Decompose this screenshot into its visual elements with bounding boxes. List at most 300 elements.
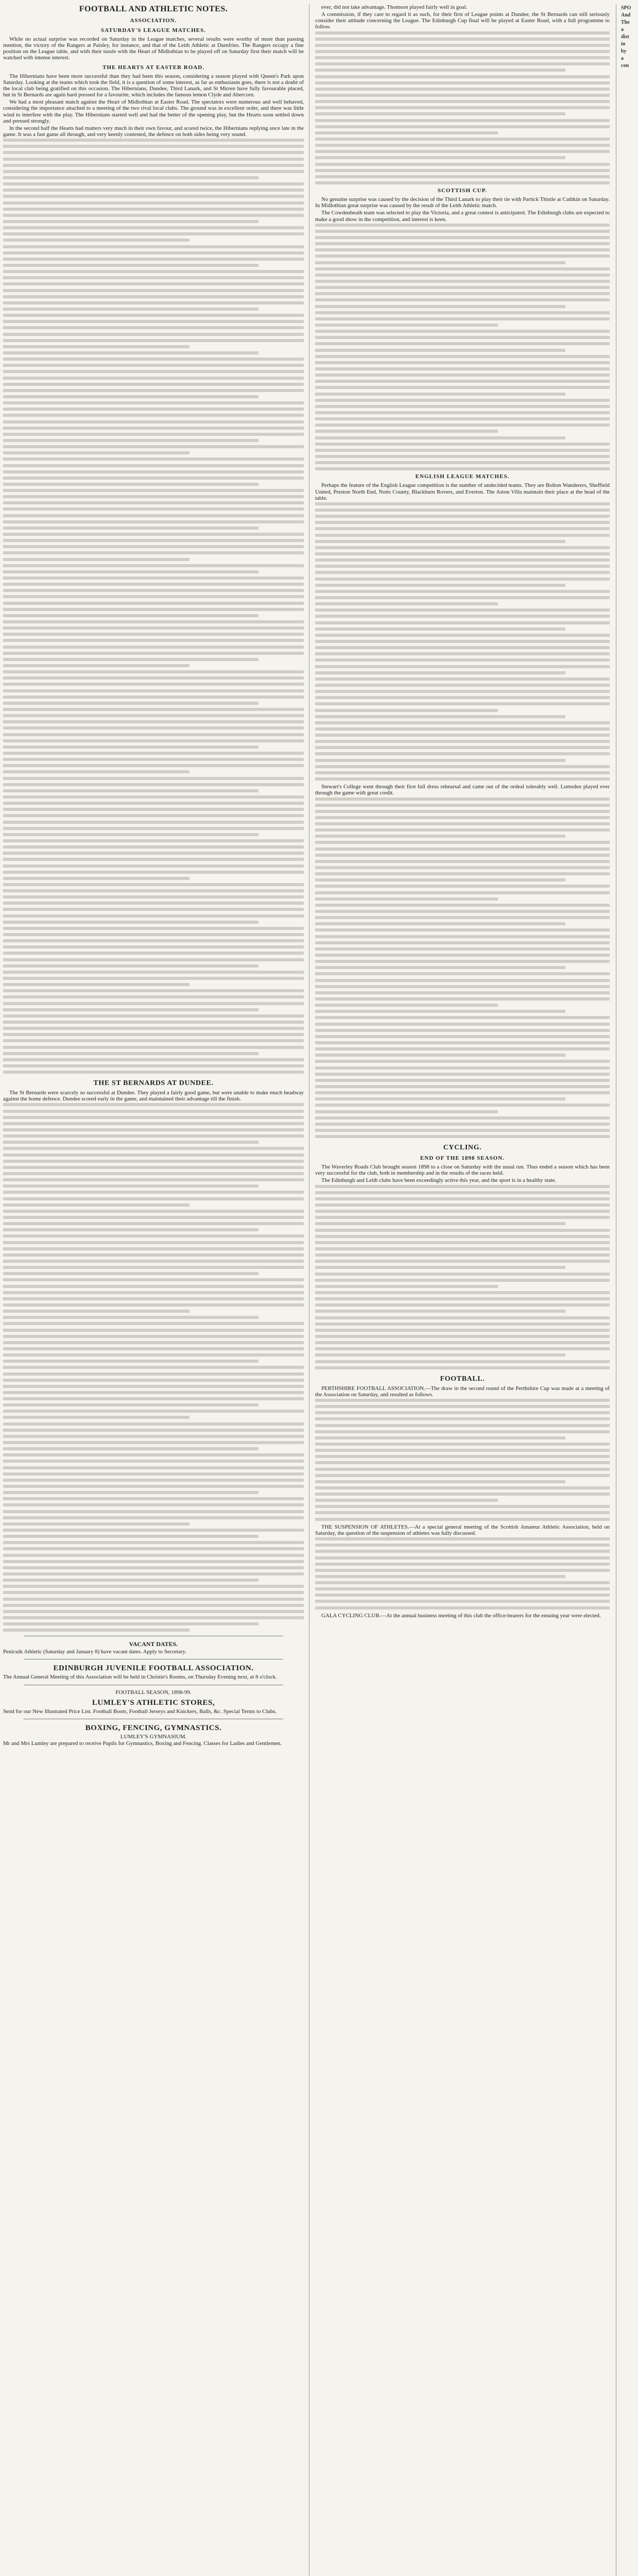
text-line	[3, 614, 258, 617]
text-line	[315, 891, 610, 894]
text-line	[3, 1410, 304, 1413]
text-line	[3, 232, 304, 235]
text-filler-block	[315, 31, 610, 184]
text-line	[315, 1461, 610, 1464]
text-line	[315, 138, 610, 141]
text-line	[3, 1027, 304, 1030]
text-line	[3, 1316, 258, 1319]
text-line	[315, 156, 565, 159]
text-line	[3, 1052, 258, 1055]
text-line	[3, 451, 189, 454]
text-line	[315, 1047, 610, 1050]
text-line	[3, 401, 304, 404]
cut-off-word: a	[621, 56, 624, 61]
text-line	[315, 330, 610, 333]
text-line	[3, 945, 304, 948]
text-line	[3, 289, 304, 292]
text-line	[3, 1554, 304, 1557]
text-line	[315, 169, 610, 172]
text-line	[315, 1235, 610, 1238]
advert-text: Send for our New Illustrated Price List. Football Boots, Football Jerseys and Knickers, Balls, &c. Special Terms to Clubs.	[3, 1708, 277, 1715]
text-line	[3, 1616, 304, 1619]
text-line	[3, 151, 304, 154]
text-line	[315, 634, 610, 637]
text-line	[3, 501, 304, 504]
text-line	[3, 952, 304, 955]
text-line	[315, 1260, 610, 1263]
text-line	[3, 1572, 304, 1575]
text-line	[3, 439, 258, 442]
text-line	[3, 314, 304, 317]
text-line	[315, 1493, 610, 1496]
text-line	[3, 1128, 304, 1131]
text-line	[3, 958, 304, 961]
text-line	[3, 589, 304, 592]
text-line	[3, 1166, 304, 1169]
cut-off-word: con	[621, 63, 629, 69]
text-line	[315, 621, 610, 624]
text-line	[315, 690, 610, 693]
text-line	[315, 1303, 610, 1307]
text-line	[315, 628, 565, 631]
article-paragraph: The Edinburgh and Leith clubs have been exceedingly active this year, and the sport is in a healthy state.	[321, 1177, 557, 1184]
cut-off-word: in	[621, 41, 626, 47]
text-line	[3, 1154, 304, 1157]
text-line	[3, 783, 304, 786]
text-line	[3, 833, 258, 836]
text-line	[315, 1563, 610, 1566]
text-line	[315, 1550, 610, 1553]
text-line	[315, 954, 610, 957]
text-line	[315, 436, 565, 439]
text-line	[3, 1629, 189, 1632]
text-line	[315, 280, 610, 283]
text-line	[3, 370, 304, 373]
text-line	[315, 527, 610, 530]
text-line	[3, 189, 304, 192]
text-line	[3, 139, 304, 142]
text-line	[315, 56, 610, 59]
text-line	[315, 1436, 565, 1439]
text-line	[315, 1129, 610, 1132]
text-line	[3, 1210, 304, 1213]
text-line	[315, 1594, 610, 1597]
text-line	[315, 1575, 565, 1578]
text-line	[3, 1435, 304, 1438]
text-line	[315, 860, 610, 863]
text-line	[315, 1222, 565, 1225]
text-line	[315, 947, 610, 951]
text-line	[3, 921, 258, 924]
text-line	[315, 1544, 610, 1547]
text-line	[315, 1054, 565, 1057]
right-column-fragment	[621, 4, 637, 2576]
text-line	[3, 1560, 304, 1563]
text-line	[3, 1033, 304, 1036]
text-line	[3, 1272, 258, 1275]
text-line	[3, 902, 304, 905]
text-line	[3, 1147, 304, 1150]
text-line	[315, 1353, 565, 1357]
advert-text: Penicuik Athletic (Saturday and January 8) have vacant dates. Apply to Secretary.	[3, 1649, 186, 1655]
text-line	[3, 889, 304, 892]
text-line	[315, 1097, 565, 1100]
text-line	[3, 208, 304, 211]
text-line	[3, 1610, 304, 1613]
text-line	[315, 721, 610, 724]
text-line	[315, 565, 610, 568]
text-line	[315, 1587, 610, 1590]
text-line	[315, 1360, 610, 1363]
text-line	[3, 251, 304, 255]
text-line	[315, 1091, 610, 1094]
article-paragraph: The St Bernards were scarcely so successful at Dundee. They played a fairly good game, but were unable to make much headway against the home defence. Dundee scored early in the game, and maintained their advantage till the finish.	[3, 1090, 304, 1103]
text-line	[315, 709, 498, 712]
text-line	[3, 427, 304, 430]
text-line	[315, 715, 565, 718]
text-line	[315, 1310, 565, 1313]
article-paragraph: A commission, if they care to regard it as such, for their first of League points at Dundee, the St Bernards can still seriously consider their attitude concerning the League. The Edinburgh Cup final will be played at Easter Road, with a full programme to follow.	[315, 11, 610, 30]
text-line	[315, 608, 610, 612]
text-line	[315, 509, 610, 512]
text-line	[3, 1204, 189, 1207]
text-line	[315, 1066, 610, 1070]
advert-text: The Annual General Meeting of this Association will be held in Christie's Rooms, on Thursday Evening next, at 8 o'clock.	[3, 1674, 277, 1681]
text-line	[315, 106, 610, 109]
text-line	[3, 420, 304, 423]
text-line	[315, 740, 610, 743]
text-line	[3, 752, 304, 755]
text-line	[3, 877, 189, 880]
advert-line: FOOTBALL SEASON, 1898-99.	[115, 1689, 192, 1696]
text-line	[3, 1604, 304, 1607]
text-filler-block	[315, 224, 610, 470]
text-line	[315, 150, 610, 153]
text-line	[315, 449, 610, 452]
text-line	[3, 577, 304, 580]
text-line	[3, 295, 304, 298]
advert-text: Mr and Mrs Lumley are prepared to receive Pupils for Gymnastics, Boxing and Fencing. Classes for Ladies and Gentlemen.	[3, 1740, 282, 1747]
text-line	[3, 977, 304, 980]
text-line	[3, 1197, 304, 1200]
text-line	[3, 520, 304, 523]
text-line	[315, 985, 610, 988]
text-line	[315, 1600, 610, 1603]
text-line	[315, 835, 565, 838]
text-line	[3, 270, 304, 273]
article-paragraph: THE SUSPENSION OF ATHLETES.—At a special general meeting of the Scottish Amateur Athletic Association, held on Saturday, the question of the suspension of athletes was fully discussed.	[315, 1523, 610, 1536]
text-line	[3, 764, 304, 767]
cycling-section-head: CYCLING.	[443, 1144, 482, 1152]
text-line	[315, 935, 610, 938]
text-line	[315, 702, 610, 705]
text-line	[315, 552, 610, 555]
text-line	[315, 355, 610, 358]
text-line	[3, 983, 189, 986]
text-line	[3, 1014, 304, 1018]
text-line	[315, 380, 610, 383]
text-line	[315, 546, 610, 549]
text-line	[3, 914, 304, 918]
text-line	[315, 286, 610, 289]
text-line	[3, 1228, 258, 1231]
text-line	[3, 670, 304, 673]
boxing-head: BOXING, FENCING, GYMNASTICS.	[85, 1723, 222, 1732]
middle-column	[315, 4, 610, 2576]
text-line	[3, 1178, 304, 1181]
text-line	[315, 69, 565, 72]
text-line	[315, 677, 610, 681]
text-line	[315, 734, 610, 737]
text-line	[315, 1253, 610, 1257]
text-line	[3, 1566, 304, 1569]
text-line	[3, 1485, 304, 1488]
text-line	[315, 267, 610, 270]
text-line	[315, 727, 610, 731]
text-line	[315, 443, 610, 446]
text-line	[3, 1397, 304, 1400]
text-line	[315, 798, 610, 801]
text-line	[315, 684, 610, 687]
text-line	[315, 1316, 610, 1319]
text-line	[315, 596, 610, 599]
cut-off-word: by	[621, 48, 627, 54]
article-paragraph: Perhaps the feature of the English League competition is the number of undecided teams. They are Bolton Wanderers, Sheffield United, Preston North End, Notts County, Blackburn Rovers, and Everton. The Aston Villa maintain their place at the head of the table.	[315, 482, 610, 501]
text-line	[3, 995, 304, 998]
text-line	[315, 615, 610, 618]
text-line	[3, 883, 304, 886]
text-line	[315, 910, 610, 913]
text-line	[315, 417, 610, 420]
text-line	[3, 1441, 304, 1444]
text-line	[315, 1085, 610, 1088]
text-line	[315, 822, 610, 825]
text-line	[3, 483, 258, 486]
text-line	[3, 176, 258, 179]
text-line	[3, 495, 304, 498]
text-line	[315, 248, 610, 251]
text-line	[3, 551, 304, 554]
english-league-subhead: ENGLISH LEAGUE MATCHES.	[415, 473, 510, 480]
text-line	[3, 1216, 304, 1219]
text-line	[3, 201, 304, 205]
text-line	[315, 922, 565, 925]
text-line	[3, 258, 304, 261]
text-filler-block	[3, 1103, 304, 1632]
text-line	[3, 1422, 304, 1426]
text-line	[315, 1273, 610, 1276]
text-line	[315, 746, 610, 749]
text-line	[3, 220, 258, 223]
text-line	[315, 1537, 610, 1540]
text-line	[3, 814, 304, 817]
text-line	[315, 941, 610, 944]
league-matches-subhead: SATURDAY'S LEAGUE MATCHES.	[101, 27, 206, 33]
lumley-stores-head: LUMLEY'S ATHLETIC STORES,	[92, 1698, 215, 1707]
text-line	[3, 1479, 304, 1482]
text-line	[3, 626, 304, 630]
text-line	[315, 1366, 610, 1369]
text-line	[3, 158, 304, 161]
text-line	[3, 182, 304, 185]
text-line	[315, 112, 565, 115]
text-line	[3, 714, 304, 717]
article-paragraph: While no actual surprise was recorded on Saturday in the League matches, several results were worthy of more than passing mention, the victory of the Rangers at Paisley, for instance, and that of the Leith Athletic at Dumfries. The Rangers occupy a fine position on the League table, and with their tussle with the Heart of Midlothian to be played off on Saturday first their match will be watched with intense interest.	[3, 36, 304, 61]
text-line	[315, 1443, 610, 1446]
text-line	[315, 1430, 610, 1433]
text-line	[315, 540, 565, 543]
cut-off-word: a	[621, 27, 624, 32]
text-line	[3, 364, 304, 367]
text-line	[3, 620, 304, 623]
text-line	[3, 351, 258, 354]
text-line	[3, 276, 304, 279]
article-paragraph: No genuine surprise was caused by the decision of the Third Lanark to play their tie with Partick Thistle at Cathkin on Saturday. In Midlothian great surprise was caused by the result of the Leith Athletic match.	[315, 196, 610, 209]
text-line	[3, 658, 258, 661]
text-line	[3, 845, 304, 849]
text-line	[3, 1579, 258, 1582]
text-line	[315, 38, 610, 41]
text-line	[315, 671, 565, 674]
text-line	[315, 696, 610, 699]
text-line	[3, 164, 304, 167]
text-line	[3, 470, 304, 473]
text-line	[3, 1058, 304, 1061]
text-line	[315, 816, 610, 819]
text-line	[315, 242, 610, 245]
text-line	[315, 119, 610, 122]
text-line	[315, 1135, 610, 1138]
text-line	[3, 1385, 304, 1388]
cycling-subhead: END OF THE 1898 SEASON.	[420, 1155, 505, 1162]
text-line	[3, 1429, 304, 1432]
cut-off-word: And	[621, 12, 631, 18]
text-line	[3, 1039, 304, 1042]
text-line	[315, 88, 610, 91]
text-line	[3, 1516, 304, 1519]
text-line	[3, 689, 304, 692]
text-line	[3, 1008, 258, 1011]
text-line	[315, 1581, 610, 1584]
text-line	[3, 564, 304, 567]
text-line	[3, 1416, 189, 1419]
text-line	[3, 1191, 304, 1194]
text-filler-block	[315, 1185, 610, 1369]
text-line	[3, 1291, 304, 1294]
text-line	[3, 602, 304, 605]
text-line	[315, 646, 610, 649]
text-line	[3, 1002, 304, 1005]
text-line	[315, 1266, 565, 1269]
text-line	[315, 979, 610, 982]
article-paragraph: In the second half the Hearts had matters very much in their own favour, and scored twice, the Hibernians replying once late in the game. It was a fast game all through, and very keenly contested, the defence on both sides being very sound.	[3, 125, 304, 138]
article-paragraph: The Waverley Roads Club brought season 1898 to a close on Saturday with the usual run. Thus ended a season which has been very successful for the club, both in membership and in the results of the races held.	[315, 1164, 610, 1177]
scottish-cup-subhead: SCOTTISH CUP.	[437, 188, 488, 194]
text-line	[3, 1491, 258, 1494]
text-line	[3, 377, 304, 380]
text-line	[315, 1347, 610, 1350]
text-line	[315, 467, 610, 470]
text-line	[3, 1535, 258, 1538]
text-line	[3, 457, 304, 461]
text-line	[315, 765, 610, 768]
text-line	[3, 1172, 304, 1175]
text-line	[315, 261, 565, 264]
text-line	[315, 361, 610, 364]
article-paragraph: PERTHSHIRE FOOTBALL ASSOCIATION.—The draw in the second round of the Perthshire Cup was made at a meeting of the Association on Saturday, and resulted as follows.	[315, 1385, 610, 1398]
text-line	[3, 282, 304, 285]
text-line	[315, 897, 498, 901]
text-line	[3, 865, 304, 868]
text-line	[3, 1372, 304, 1376]
text-line	[3, 1184, 258, 1188]
text-line	[315, 1556, 610, 1560]
text-line	[3, 696, 304, 699]
cut-off-word: The	[621, 20, 630, 25]
hearts-subhead: THE HEARTS AT EASTER ROAD.	[102, 64, 204, 71]
text-line	[315, 411, 610, 414]
text-line	[3, 733, 304, 736]
text-line	[3, 1335, 304, 1338]
text-line	[315, 181, 610, 184]
text-line	[315, 1486, 610, 1489]
text-line	[3, 477, 304, 480]
text-line	[315, 455, 610, 458]
text-line	[315, 854, 610, 857]
text-line	[315, 255, 610, 258]
text-line	[315, 1279, 610, 1282]
article-paragraph: We had a most pleasant match against the Heart of Midlothian at Easter Road. The spectators were numerous and well behaved, considering the importance attached to a meeting of the two rival local clubs. The ground was in excellent order, and there was little wind to interfere with the play. The Hibernians started well and had the better of the opening play, but the Hearts soon settled down and pressed strongly.	[3, 99, 304, 124]
text-line	[3, 1116, 304, 1119]
text-line	[3, 676, 304, 680]
text-line	[315, 1480, 565, 1483]
left-column	[3, 4, 304, 2576]
cut-off-word: SPO	[621, 5, 631, 11]
vacant-dates-head: VACANT DATES.	[129, 1640, 178, 1648]
text-line	[315, 386, 610, 389]
text-line	[315, 1010, 565, 1013]
text-line	[3, 239, 189, 242]
text-line	[3, 1278, 304, 1281]
text-line	[3, 1529, 304, 1532]
text-line	[315, 1023, 610, 1026]
text-line	[315, 1016, 610, 1019]
text-line	[315, 1185, 610, 1188]
text-line	[315, 828, 610, 832]
text-line	[3, 664, 189, 667]
text-line	[315, 602, 498, 605]
text-line	[315, 274, 610, 277]
text-line	[315, 1204, 610, 1207]
text-line	[3, 1260, 304, 1263]
text-line	[315, 1104, 610, 1107]
text-line	[3, 345, 189, 348]
text-line	[3, 1391, 304, 1394]
text-line	[3, 264, 258, 267]
text-line	[3, 320, 304, 323]
text-line	[315, 1323, 610, 1326]
juvenile-association-head: EDINBURGH JUVENILE FOOTBALL ASSOCIATION.	[53, 1664, 254, 1673]
text-line	[315, 1210, 610, 1213]
text-line	[315, 848, 610, 851]
text-line	[3, 939, 304, 942]
text-line	[3, 1510, 304, 1513]
text-line	[315, 342, 610, 345]
text-line	[315, 1004, 498, 1007]
text-line	[3, 583, 304, 586]
text-line	[315, 1216, 610, 1219]
text-line	[315, 1197, 610, 1200]
